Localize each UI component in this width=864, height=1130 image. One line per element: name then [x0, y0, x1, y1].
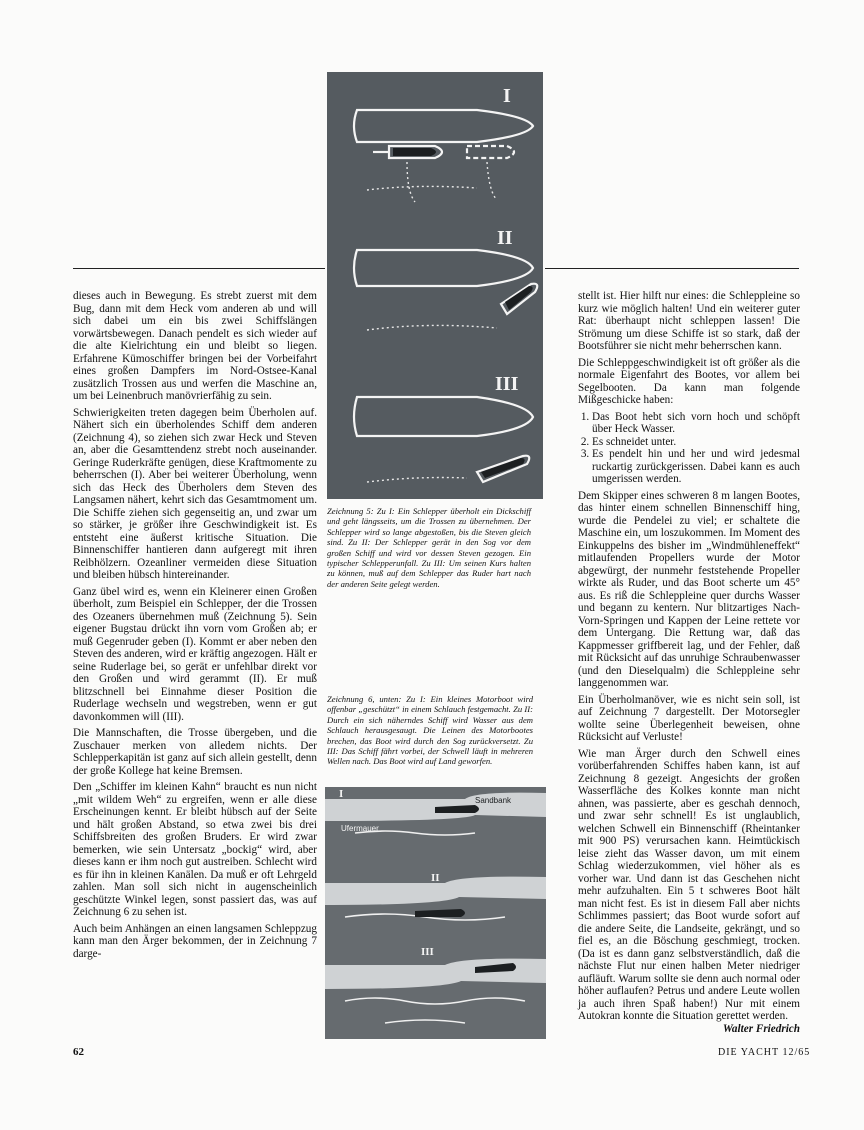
- figure-label: II: [431, 872, 440, 884]
- tug-outline: [467, 146, 514, 158]
- tug-shape: [393, 148, 436, 156]
- paragraph: Ganz übel wird es, wenn ein Kleinerer einen Großen überholt, zum Beispiel ein Schlepper, der die Trossen des Ozeaners übernehmen muß (Zeichnung 5). Sein eigener Bugstau drückt ihn vorn vom Großen ab; er muß Gegenruder geben (I). Kommt er aber neben den Steven des anderen, wird er kräftig angezogen. Hält er seine Ruderlage bei, so gerät er unfehlbar direkt vor den Großen und wird gerammt (II). Er muß blitzschnell bei Einnahme dieser Position die Ruderlage wechseln und wegstreben, wenn er gut davonkommen will (III).: [73, 585, 317, 723]
- figure-label: III: [421, 946, 434, 958]
- paragraph: Auch beim Anhängen an einen langsamen Schleppzug kann man den Ärger bekommen, der in Zeichnung 7 darge-: [73, 922, 317, 960]
- figure-6-caption: Zeichnung 6, unten: Zu I: Ein kleines Motorboot wird offenbar „geschützt“ in einem Schlauch festgemacht. Zu II: Durch ein sich näherndes Schiff wird Wasser aus dem Schlauch herausgesaugt. Die Leinen des Motorbootes brechen, das Boot wird durch den Sog zurückversetzt. Zu III: Das Schiff fährt vorbei, der Schwell läuft in mehreren Wellen nach. Das Boot wird auf Land geworfen.: [327, 694, 533, 767]
- figure-5-drawing: [327, 72, 543, 499]
- column-divider: [73, 268, 325, 269]
- paragraph: Die Mannschaften, die Trosse übergeben, und die Zuschauer merken von alledem nichts. Der Schlepperkapitän ist ganz auf sich allein gestellt, denn der große Kollege hat keine Bremsen.: [73, 727, 317, 777]
- paragraph: Schwierigkeiten treten dagegen beim Überholen auf. Nähert sich ein überholendes Schiff dem anderen (Zeichnung 4), so ziehen sich zwar Heck und Steven an, aber die Gesamttendenz strebt noch auseinander. Geringe Ruderkräfte genügen, diese Kraftmomente zu beherrschen (I). Aber bei weiterer Überholung, wenn sich das Heck des Überholers dem Steven des Langsamen nähert, kehrt sich das Gesamtmoment um. Die Schiffe ziehen sich gegenseitig an, und zwar um so stärker, je größer ihre Geschwindigkeit ist. Es entsteht eine äußerst kritische Situation. Die Binnenschiffer hantieren dann aufgeregt mit ihren Reibhölzern. Ozeanliner vermeiden diese Situation und bleiben hübsch hintereinander.: [73, 406, 317, 581]
- page-number: 62: [73, 1046, 84, 1058]
- paragraph: Den „Schiffer im kleinen Kahn“ braucht es nun nicht „mit wildem Weh“ zu ergreifen, wenn er alle diese Erscheinungen kennt. Er bleibt hübsch auf der Seite und hält großen Abstand, so etwa zwei bis drei Schiffsbreiten des großen Bruders. Er wird zwar bemerken, wie sein Untersatz „bockig“ wird, aber dieses kann er ihm noch gut austreiben. Schlecht wird es für ihn in kleinen Kanälen. Da muß er oft Lehrgeld zahlen. Man soll sich nicht in augenscheinlich geschützte Winkel legen, sonst passiert das, was auf Zeichnung 6 zu sehen ist.: [73, 781, 317, 918]
- wave-line: [345, 998, 525, 1004]
- figure-6: [325, 787, 546, 1039]
- left-column: [73, 290, 317, 964]
- figure-label: I: [503, 85, 511, 107]
- ship-outline: [354, 250, 533, 286]
- issue-label: DIE YACHT 12/65: [718, 1047, 811, 1058]
- paragraph: Die Schleppgeschwindigkeit ist oft größer als die normale Eigenfahrt des Bootes, vor allem bei Segelbooten. Da kann man folgende Mißgeschicke haben:: [578, 356, 800, 406]
- boat-shape: [415, 909, 465, 917]
- wave-line: [385, 1020, 465, 1023]
- figure-label: III: [495, 373, 519, 395]
- paragraph: stellt ist. Hier hilft nur eines: die Schleppleine so kurz wie möglich halten! Und ein weiterer guter Rat: überhaupt nicht schleppen lassen! Die Strömung um diese Schiffe ist so stark, daß der Bootsführer sie nicht mehr beherrschen kann.: [578, 290, 800, 352]
- paragraph: Ein Überholmanöver, wie es nicht sein soll, ist auf Zeichnung 7 dargestellt. Der Motorsegler wollte seine Überlegenheit beweisen, ohne Rücksicht auf Verluste!: [578, 693, 800, 743]
- paragraph: Dem Skipper eines schweren 8 m langen Bootes, das hinter einem schnellen Binnenschiff hing, wurde die Pendelei zu viel; er schaltete die Maschine ein, um loszukommen. Im Moment des Einkuppelns des bisher im „Windmühleneffekt“ mitlaufenden Propellers wurde der Motor abgewürgt, der nunmehr feststehende Propeller wirkte als Ruder, und das Boot scherte um 45° aus. Es riß die Schleppleine quer durchs Wasser und begann zu kentern. Nur blitzartiges Nach-Vorn-Springen und Kappen der Leine rettete vor dem Untergang. Die Rettung war, daß das Kappmesser griffbereit lag, und der Fehler, daß mit Rücksicht auf das unruhige Schraubenwasser (und den Dieselqualm) die Schleppleine sehr langgenommen war.: [578, 489, 800, 689]
- figure-label: II: [497, 227, 513, 249]
- list-item: 3. Es pendelt hin und her und wird jedesmal ruckartig zurückgerissen. Dabei kann es auch umgerissen werden.: [592, 448, 800, 486]
- mishap-list: [578, 411, 800, 486]
- right-column: [578, 290, 800, 1035]
- figure-tag: Sandbank: [475, 796, 512, 805]
- list-item: 2. Es schneidet unter.: [592, 436, 800, 449]
- figure-6-drawing: [325, 787, 546, 1039]
- column-divider: [545, 268, 799, 269]
- figure-5-caption: Zeichnung 5: Zu I: Ein Schlepper überholt ein Dickschiff und geht längsseits, um die Trossen zu übernehmen. Der Schlepper wird so lange abgestoßen, bis die Steven gleich sind. Zu II: Der Schlepper gerät in den Sog vor dem großen Schiff und wird vor dessen Steven gezogen. Ein typischer Schlepperunfall. Zu III: Um seinen Kurs halten zu können, muß auf dem Schlepper das Ruder hart nach der anderen Seite gelegt werden.: [327, 506, 531, 589]
- ship-outline: [354, 397, 533, 436]
- author-signature: Walter Friedrich: [722, 1022, 800, 1035]
- figure-tag: Ufermauer: [341, 824, 379, 833]
- ship-outline: [354, 110, 533, 142]
- figure-label: I: [339, 788, 344, 800]
- current-arrow: [367, 186, 477, 190]
- paragraph-text: Wie man Ärger durch den Schwell eines vorüberfahrenden Schiffes haben kann, ist auf Zeichnung 8 gezeigt. Angesichts der großen Wasserfläche des Kolkes konnte man nicht ahnen, was passierte, aber es geschah dennoch, und zwar sehr schnell! Es ist unglaublich, welchen Schwell ein Binnenschiff (Rheintanker mit 900 PS) verursachen kann. Heimtückisch leise zieht das Wasser davon, um mit einem Schlag wiederzukommen, viel höher als es vorher war. Und dann ist das Geschehen nicht mehr aufzuhalten. Ein 5 t schweres Boot hält man nicht fest. Es ist in diesem Fall aber nichts Schlimmes passiert; das Boot wurde sofort auf die andere Seite, die Landseite, gekrängt, und so fiel es, an die Böschung geschmiegt, trocken. (Da ist es dann ganz selbstverständlich, daß die nächste Flut nur einen halben Meter niedriger aufläuft. Warum sollte sie denn auch normal oder höher auflaufen? Petrus und andere Leute wollen ja auch ihren Spaß haben!) Nur mit einem Autokran konnte die Situation gerettet werden.: [578, 747, 800, 1022]
- current-arrow: [487, 162, 497, 200]
- current-arrow: [367, 478, 467, 483]
- bank-shape: [325, 793, 546, 821]
- paragraph: dieses auch in Bewegung. Es strebt zuerst mit dem Bug, dann mit dem Heck vom anderen ab und will sich dabei um ein bis zwei Schiffslängen vorwärtsbewegen. Danach pendelt es sich wieder auf die alte Kielrichtung ein und bleibt so liegen. Erfahrene Kümoschiffer bringen bei der Vorbeifahrt eines großen Dampfers im Nord-Ostsee-Kanal zusätzlich Trossen aus und werfen die Maschine an, um bei Leinenbruch manövrierfähig zu sein.: [73, 290, 317, 402]
- figure-5: [327, 72, 543, 499]
- list-item: 1. Das Boot hebt sich vorn hoch und schöpft über Heck Wasser.: [592, 411, 800, 436]
- current-arrow: [407, 162, 415, 202]
- current-arrow: [367, 325, 497, 330]
- paragraph: [578, 747, 800, 1035]
